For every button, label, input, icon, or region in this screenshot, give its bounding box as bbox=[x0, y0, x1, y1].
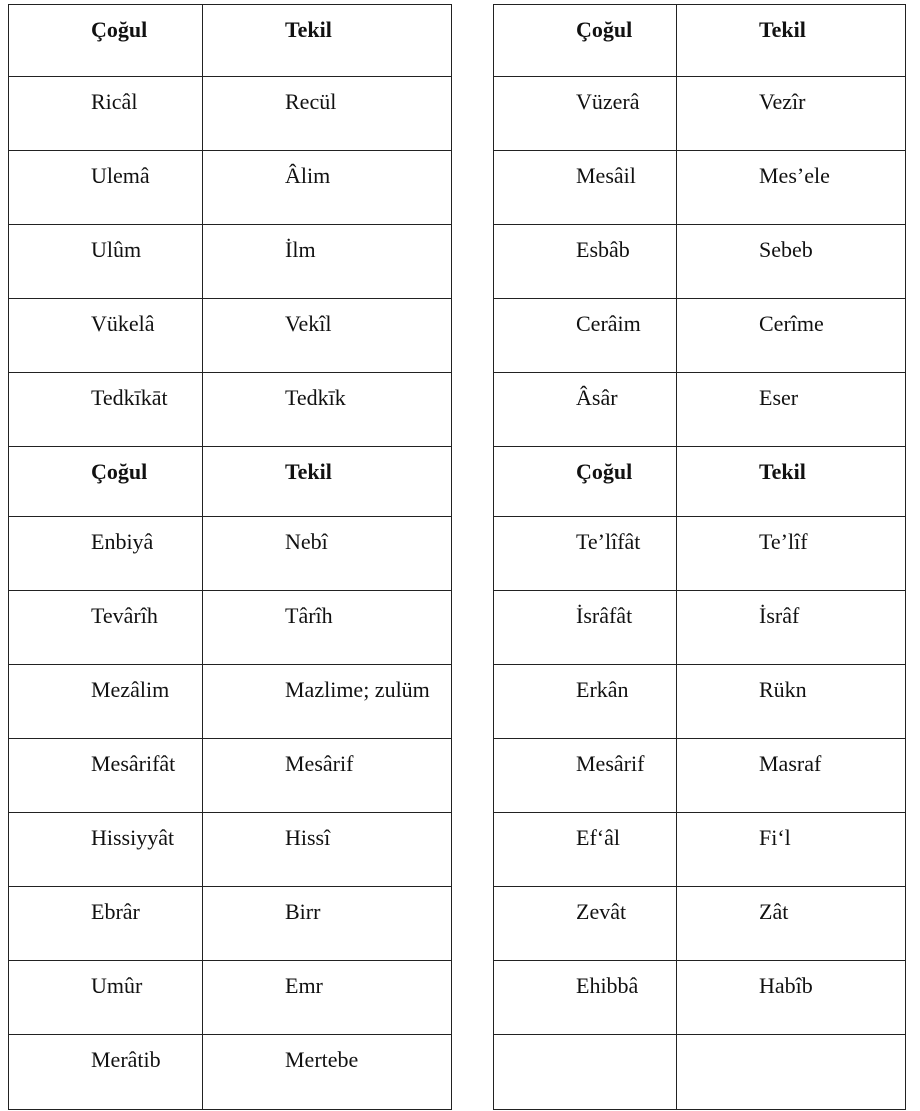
column-gap bbox=[452, 591, 493, 665]
table-header-row bbox=[8, 447, 906, 517]
plural-header-left: Çoğul bbox=[8, 4, 202, 77]
table-row bbox=[8, 887, 906, 961]
table-row bbox=[8, 373, 906, 447]
singular-cell-right: Zât bbox=[676, 887, 906, 961]
singular-cell-left: Mesârif bbox=[202, 739, 452, 813]
plural-cell-left: Enbiyâ bbox=[8, 517, 202, 591]
plural-cell-right: İsrâfât bbox=[493, 591, 676, 665]
column-gap bbox=[452, 299, 493, 373]
plural-cell-left: Umûr bbox=[8, 961, 202, 1035]
plural-cell-right: Zevât bbox=[493, 887, 676, 961]
plural-cell-left: Vükelâ bbox=[8, 299, 202, 373]
singular-cell-left: Vekîl bbox=[202, 299, 452, 373]
plural-cell-right: Te’lîfât bbox=[493, 517, 676, 591]
plural-cell-left: Mezâlim bbox=[8, 665, 202, 739]
plural-cell-right: Ehibbâ bbox=[493, 961, 676, 1035]
singular-cell-right bbox=[676, 1035, 906, 1110]
plural-cell-right: Ef‘âl bbox=[493, 813, 676, 887]
singular-cell-left: Mazlime; zulüm bbox=[202, 665, 452, 739]
table-row bbox=[8, 225, 906, 299]
plural-cell-right: Mesârif bbox=[493, 739, 676, 813]
plural-cell-right: Esbâb bbox=[493, 225, 676, 299]
singular-cell-left: Âlim bbox=[202, 151, 452, 225]
plural-cell-right: Cerâim bbox=[493, 299, 676, 373]
plural-cell-right bbox=[493, 1035, 676, 1110]
singular-cell-left: Nebî bbox=[202, 517, 452, 591]
singular-header-left: Tekil bbox=[202, 447, 452, 517]
singular-cell-right: İsrâf bbox=[676, 591, 906, 665]
plural-cell-left: Ricâl bbox=[8, 77, 202, 151]
column-gap bbox=[452, 739, 493, 813]
singular-cell-left: Emr bbox=[202, 961, 452, 1035]
table-header-row bbox=[8, 4, 906, 77]
column-gap bbox=[452, 665, 493, 739]
column-gap bbox=[452, 4, 493, 77]
table-row bbox=[8, 813, 906, 887]
singular-cell-right: Fi‘l bbox=[676, 813, 906, 887]
singular-cell-right: Cerîme bbox=[676, 299, 906, 373]
word-table bbox=[8, 4, 906, 1104]
plural-cell-left: Merâtib bbox=[8, 1035, 202, 1110]
plural-header-right: Çoğul bbox=[493, 4, 676, 77]
column-gap bbox=[452, 813, 493, 887]
table-row bbox=[8, 961, 906, 1035]
plural-cell-left: Ulemâ bbox=[8, 151, 202, 225]
column-gap bbox=[452, 373, 493, 447]
column-gap bbox=[452, 887, 493, 961]
table-row bbox=[8, 1035, 906, 1110]
plural-cell-right: Âsâr bbox=[493, 373, 676, 447]
singular-cell-left: Mertebe bbox=[202, 1035, 452, 1110]
table-row bbox=[8, 77, 906, 151]
column-gap bbox=[452, 1035, 493, 1110]
singular-cell-left: Tedkīk bbox=[202, 373, 452, 447]
column-gap bbox=[452, 961, 493, 1035]
singular-cell-left: Târîh bbox=[202, 591, 452, 665]
plural-header-left: Çoğul bbox=[8, 447, 202, 517]
column-gap bbox=[452, 517, 493, 591]
plural-cell-left: Hissiyyât bbox=[8, 813, 202, 887]
plural-cell-left: Ebrâr bbox=[8, 887, 202, 961]
singular-header-right: Tekil bbox=[676, 4, 906, 77]
column-gap bbox=[452, 77, 493, 151]
plural-cell-right: Erkân bbox=[493, 665, 676, 739]
table-row bbox=[8, 517, 906, 591]
singular-cell-right: Vezîr bbox=[676, 77, 906, 151]
plural-cell-right: Mesâil bbox=[493, 151, 676, 225]
singular-cell-right: Sebeb bbox=[676, 225, 906, 299]
singular-header-right: Tekil bbox=[676, 447, 906, 517]
plural-cell-left: Tedkīkāt bbox=[8, 373, 202, 447]
singular-cell-right: Eser bbox=[676, 373, 906, 447]
plural-cell-left: Mesârifât bbox=[8, 739, 202, 813]
table-row bbox=[8, 299, 906, 373]
table-row bbox=[8, 591, 906, 665]
plural-cell-left: Ulûm bbox=[8, 225, 202, 299]
singular-cell-left: Hissî bbox=[202, 813, 452, 887]
singular-cell-left: Birr bbox=[202, 887, 452, 961]
singular-cell-right: Rükn bbox=[676, 665, 906, 739]
plural-cell-left: Tevârîh bbox=[8, 591, 202, 665]
column-gap bbox=[452, 447, 493, 517]
column-gap bbox=[452, 225, 493, 299]
column-gap bbox=[452, 151, 493, 225]
singular-cell-left: Recül bbox=[202, 77, 452, 151]
singular-cell-left: İlm bbox=[202, 225, 452, 299]
table-row bbox=[8, 739, 906, 813]
plural-cell-right: Vüzerâ bbox=[493, 77, 676, 151]
singular-cell-right: Habîb bbox=[676, 961, 906, 1035]
singular-cell-right: Masraf bbox=[676, 739, 906, 813]
table-row bbox=[8, 665, 906, 739]
singular-cell-right: Mes’ele bbox=[676, 151, 906, 225]
plural-header-right: Çoğul bbox=[493, 447, 676, 517]
table-row bbox=[8, 151, 906, 225]
singular-header-left: Tekil bbox=[202, 4, 452, 77]
singular-cell-right: Te’lîf bbox=[676, 517, 906, 591]
